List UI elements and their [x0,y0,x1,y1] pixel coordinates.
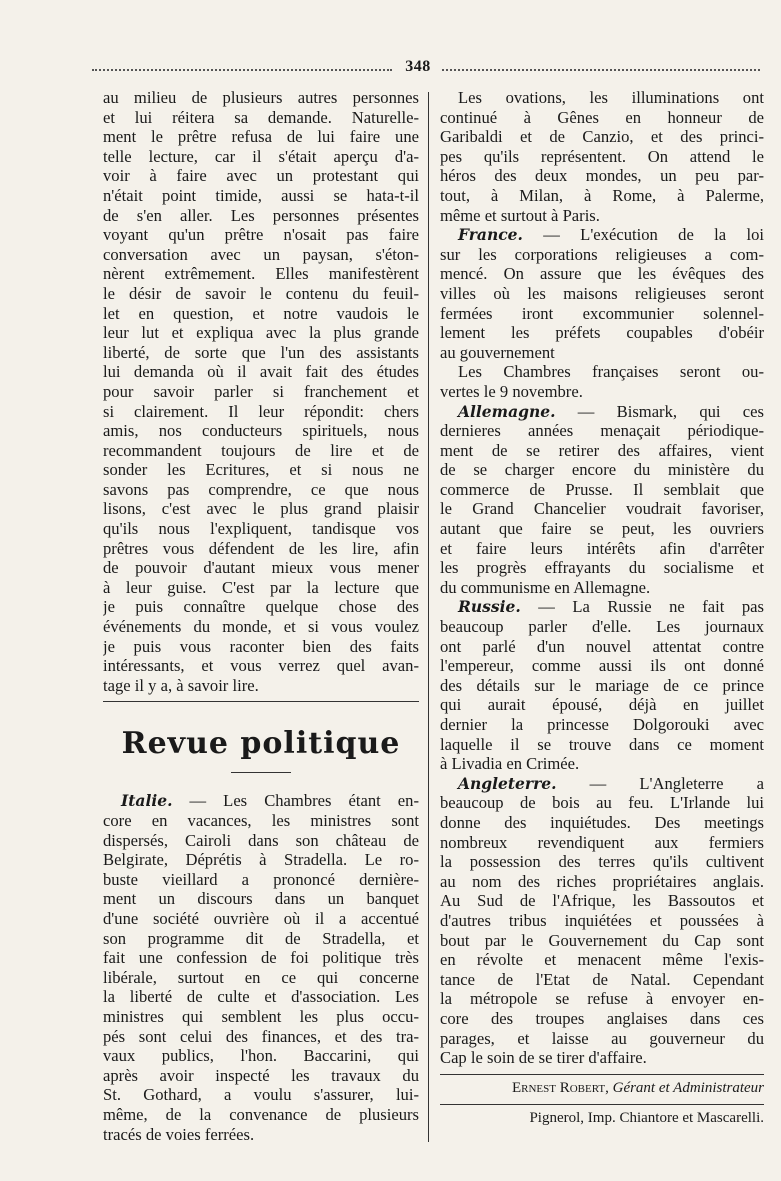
text-run: — La Russie ne fait pas [520,597,764,617]
text-line: sonder les Ecritures, et si nous ne [103,460,419,480]
text-line: intéressants, et vous verrez quel avan- [103,656,419,676]
text-line: héros des deux mondes, un peu par- [440,166,764,186]
text-line: beaucoup parler d'elle. Les journaux [440,617,764,637]
text-line: ment de se retirer des affaires, vient [440,440,764,460]
text-line: ment un discours dans un banquet [103,889,419,909]
text-line [440,225,764,245]
text-line: let en question, et notre vaudois le [103,303,419,323]
text-line: l'empereur, comme aussi ils ont donné [440,656,764,676]
text-line: qui aurait épousé, déjà en juillet [440,695,764,715]
left-paragraph [103,88,419,695]
text-line: pour savoir parler si franchement et [103,381,419,401]
text-line [440,774,764,794]
text-line: Les ovations, les illuminations ont [458,88,764,107]
text-line: donne des inquiétudes. Des meetings [440,812,764,832]
text-line: à leur guise. C'est par la lecture que [103,577,419,597]
text-line: d'autres tribus inquiétées et poussées à [440,910,764,930]
text-line: core des troupes anglaises dans ces [440,1008,764,1028]
text-line: conversation avec un paysan, s'éton- [103,244,419,264]
text-line: nombreux revendiquent aux fermiers [440,832,764,852]
text-line: les progrès effrayants du socialisme et [440,558,764,578]
text-line: buste vieillard a prononcé dernière- [103,869,419,889]
text-line: dernier la princesse Dolgorouki avec [440,715,764,734]
text-line: des détails sur le mariage de ce prince [440,675,764,695]
text-line: vertes le 9 novembre. [440,381,583,401]
text-line: en révolte et menacent même l'exis- [440,950,764,970]
text-line: et lui réitera sa demande. Naturelle- [103,107,419,127]
text-line: qu'ils nous l'expliquent, tandisque vos [103,519,419,539]
text-line: fermées iront excommunier solennel- [440,303,764,323]
russie-paragraph [440,597,764,773]
country-heading: Russie. [458,597,521,617]
text-line: parages, et laisse au gouverneur du [440,1028,764,1048]
text-run: — Les Chambres étant en- [172,791,419,811]
text-line: tout, à Milan, à Rome, à Palerme, [440,185,764,205]
text-line [440,402,764,422]
text-line: libérale, surtout en ce qui concerne [103,967,419,987]
text-line: tracés de voies ferrées. [103,1124,255,1144]
text-run: — L'Angleterre a [556,773,764,793]
text-line: fait une confession de foi politique très [103,948,419,968]
page-number: 348 [405,58,431,75]
text-line [103,791,419,811]
text-line: amis, nos conducteurs spirituels, nous [103,421,419,441]
text-line: mencé. On assure que les évêques des [440,264,764,284]
text-line: sur les corporations religieuses a com- [440,244,764,264]
text-run: — L'exécution de la loi [522,225,764,245]
text-line: leur lut et expliqua avec la plus grande [103,323,419,343]
text-line: je puis vous raconter bien des faits [103,636,419,656]
text-line: d'une société ouvrière où il a accentué [103,908,419,928]
text-line [440,597,764,617]
text-line: de s'en aller. Les personnes présentes [103,205,419,225]
allemagne-paragraph [440,402,764,598]
text-line: après avoir inspecté les travaux du [103,1065,419,1085]
text-line: même, de la convenance de plusieurs [103,1104,419,1124]
text-line: dispersés, Cairoli dans son château de [103,830,419,850]
text-line: événements du monde, et si vous voulez [103,617,419,637]
text-line: lui demanda où il avait fait des études [103,362,419,382]
italie-paragraph [103,791,419,1144]
text-line: pes qu'ils représentent. On attend le [440,146,764,166]
text-line: le Grand Chancelier voudrait favoriser, [440,499,764,519]
text-line: si clairement. Il leur répondit: chers [103,401,419,421]
text-line: le désir de savoir le contenu du feuil- [103,283,419,303]
text-line: core en vacances, les ministres sont [103,811,419,830]
printer-rule [440,1104,764,1105]
text-line: bout par le Gouvernement du Cap sont [440,930,764,950]
text-line: prêtres vous défendent de les lire, afin [103,538,419,558]
text-line: telle lecture, car il s'était aperçu d'a- [103,146,419,166]
text-line: Au Sud de l'Afrique, les Bassoutos et [440,891,764,911]
text-line: au milieu de plusieurs autres personnes [103,88,419,107]
text-line: laquelle il se trouve dans ce moment [440,734,764,754]
text-line: ment le prêtre refusa de lui faire une [103,127,419,147]
text-line: Belgirate, Déprétis à Stradella. Le ro- [103,850,419,870]
text-line: St. Gothard, a voulu s'assurer, lui- [103,1085,419,1105]
text-line: je puis connaître quelque chose des [103,597,419,617]
signature-rule [440,1074,764,1075]
angleterre-paragraph [440,774,764,1068]
country-heading: Italie. [121,791,173,811]
text-line: ministres qui semblent les plus occu- [103,1006,419,1026]
text-line: autant que faire se peut, les ouvriers [440,519,764,539]
text-line: son programme dit de Stradella, et [103,928,419,948]
text-line: de pouvoir d'autant mieux vous mener [103,558,419,578]
text-line: continué à Gênes en honneur de [440,107,764,127]
text-line: voyant qu'un prêtre n'osait pas faire [103,225,419,245]
section-title: Revue politique [121,726,401,762]
text-line: savons pas comprendre, ce que nous [103,479,419,499]
title-underline [231,772,291,773]
text-line: du communisme en Allemagne. [440,577,651,597]
text-line: la métropole se refuse à envoyer en- [440,989,764,1009]
text-line: au gouvernement [440,342,555,362]
header-rule-right [442,69,760,71]
text-line: vaux publics, l'hon. Baccarini, qui [103,1046,419,1066]
text-run: — Bismark, qui ces [555,401,764,421]
country-heading: France. [458,225,523,245]
header-rule-left [92,69,392,71]
signature-role: Gérant et Administrateur [612,1079,764,1096]
text-line: Les Chambres françaises seront ou- [458,362,764,382]
text-line: au nom des riches propriétaires anglais. [440,871,764,891]
text-line: n'était point timide, aussi se hata-t-il [103,185,419,205]
right-column [440,88,764,1129]
text-line: commerce de Prusse. Il semblait que [440,479,764,499]
text-line: la liberté de culte et d'association. Les [103,987,419,1007]
page-header [92,58,760,78]
text-line: nèrent extrêmement. Elles manifestèrent [103,264,419,284]
intro-paragraph [440,88,764,225]
text-line: villes où les maisons religieuses seront [440,283,764,303]
text-line: Garibaldi et de Canzio, et des princi- [440,127,764,147]
text-line: de se charger encore du ministère du [440,460,764,480]
text-line: recommandent toujours de lire et de [103,440,419,460]
section-rule [103,701,419,702]
text-line: voir à faire avec un protestant qui [103,166,419,186]
text-line: tage il y a, à savoir lire. [103,675,259,695]
text-line: liberté, de sorte que l'un des assistants [103,342,419,362]
text-line: la possession des terres qu'ils cultivent [440,852,764,872]
text-line: et faire leurs intérêts afin d'arrêter [440,538,764,558]
country-heading: Allemagne. [458,401,556,421]
left-column [103,88,419,1144]
signature [440,1079,764,1099]
signature-name: Ernest Robert, [511,1079,609,1096]
country-heading: Angleterre. [458,773,557,793]
text-line: même et surtout à Paris. [440,205,600,225]
text-line: pés sont celui des finances, et des tra- [103,1026,419,1046]
text-line: tance de l'Etat de Natal. Cependant [440,969,764,989]
text-line: à Livadia en Crimée. [440,754,580,774]
text-line: Cap le soin de se tirer d'affaire. [440,1048,647,1068]
column-divider [428,92,429,1142]
france-paragraph [440,225,764,401]
text-line: beaucoup de bois au feu. L'Irlande lui [440,793,764,813]
text-line: ont parlé d'un nouvel attentat contre [440,636,764,656]
text-line: dernieres années menaçait périodique- [440,421,764,441]
printer-line: Pignerol, Imp. Chiantore et Mascarelli. [529,1110,764,1127]
text-line: lisons, c'est avec le plus grand plaisir [103,499,419,519]
text-line: lement les préfets coupables d'obéir [440,323,764,343]
